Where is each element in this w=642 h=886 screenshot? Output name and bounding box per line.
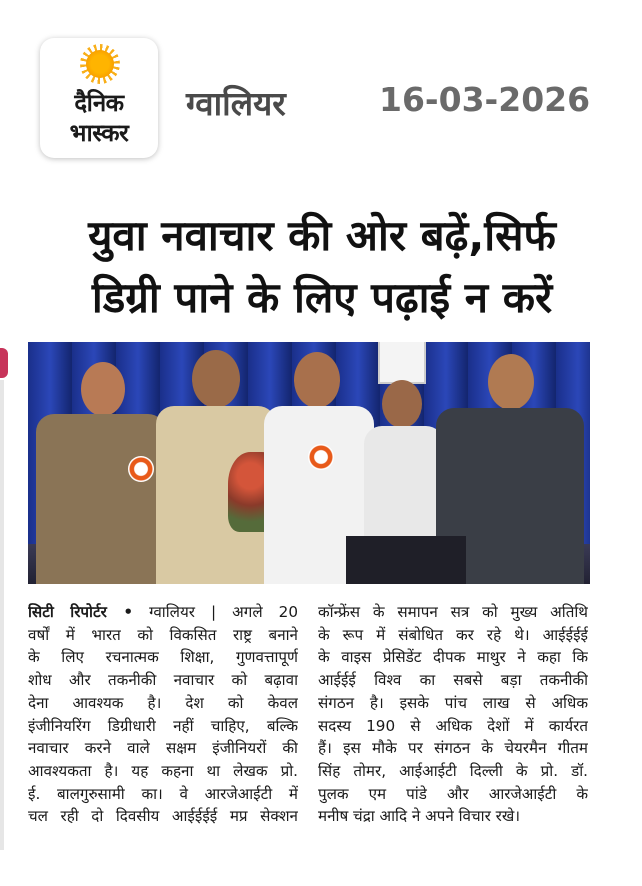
event-photo <box>28 342 590 584</box>
dainik-bhaskar-logo <box>40 38 158 158</box>
headline-line-1: युवा नवाचार की ओर बढ़ें,सिर्फ <box>88 211 556 260</box>
reporter-byline: सिटी रिपोर्टर • <box>28 603 134 621</box>
article-line: के रूप में संबोधित कर रहे थे। आईईईई <box>318 625 588 644</box>
edition-date: 16-03-2026 <box>379 80 591 119</box>
article-line: सिंह तोमर, आईआईटी दिल्ली के प्रो. डॉ. <box>318 761 588 780</box>
article-line: के वाइस प्रेसिडेंट दीपक माथुर ने कहा कि <box>318 648 588 667</box>
article-line: इंजीनियरिंग डिग्रीधारी नहीं चाहिए, बल्कि <box>28 716 298 735</box>
institution-emblem <box>378 342 426 384</box>
logo-text-bhaskar: भास्कर <box>69 119 129 147</box>
page-edge-strip <box>0 380 4 850</box>
article-line: पुलक एम पांडे और आरजेआईटी के <box>318 784 588 803</box>
article-column-right <box>318 601 588 828</box>
page-edge-marker <box>0 348 8 378</box>
edition-city: ग्वालियर <box>186 84 286 123</box>
article-line: देना आवश्यक है। देश को केवल <box>28 693 298 712</box>
article-line: मनीष चंद्रा आदि ने अपने विचार रखे। <box>318 807 520 826</box>
article-column-left <box>28 601 298 828</box>
article-line: सिटी रिपोर्टर • ग्वालियर | अगले 20 <box>28 603 298 621</box>
article-line: आवश्यकता है। यह कहना था लेखक प्रो. <box>28 761 298 780</box>
article-line: वर्षों में भारत को विकसित राष्ट्र बनाने <box>28 625 298 644</box>
article-line: ई. बालगुरुसामी का। वे आरजेआईटी में <box>28 784 298 803</box>
article-line: नवाचार करने वाले सक्षम इंजीनियरों की <box>28 739 298 758</box>
podium <box>346 536 466 584</box>
article-line: चल रही दो दिवसीय आईईईई मप्र सेक्शन <box>28 807 298 826</box>
article-line: आईईई विश्व का सबसे बड़ा तकनीकी <box>318 671 588 690</box>
person-1 <box>36 362 166 584</box>
article-line: शोध और तकनीकी नवाचार को बढ़ावा <box>28 671 298 690</box>
article-line: के लिए रचनात्मक शिक्षा, गुणवत्तापूर्ण <box>28 648 298 667</box>
headline-line-2: डिग्री पाने के लिए पढ़ाई न करें <box>91 273 553 322</box>
sun-icon <box>86 50 114 78</box>
article-line: सदस्य 190 से अधिक देशों में कार्यरत <box>318 716 588 735</box>
badge-icon <box>308 444 334 470</box>
article-line: हैं। इस मौके पर संगठन के चेयरमैन गीतम <box>318 739 588 758</box>
logo-text-dainik: दैनिक <box>74 89 124 117</box>
article-line: संगठन है। इसके पांच लाख से अधिक <box>318 693 588 712</box>
article-line: कॉन्फ्रेंस के समापन सत्र को मुख्य अतिथि <box>318 603 588 621</box>
badge-icon <box>128 456 154 482</box>
